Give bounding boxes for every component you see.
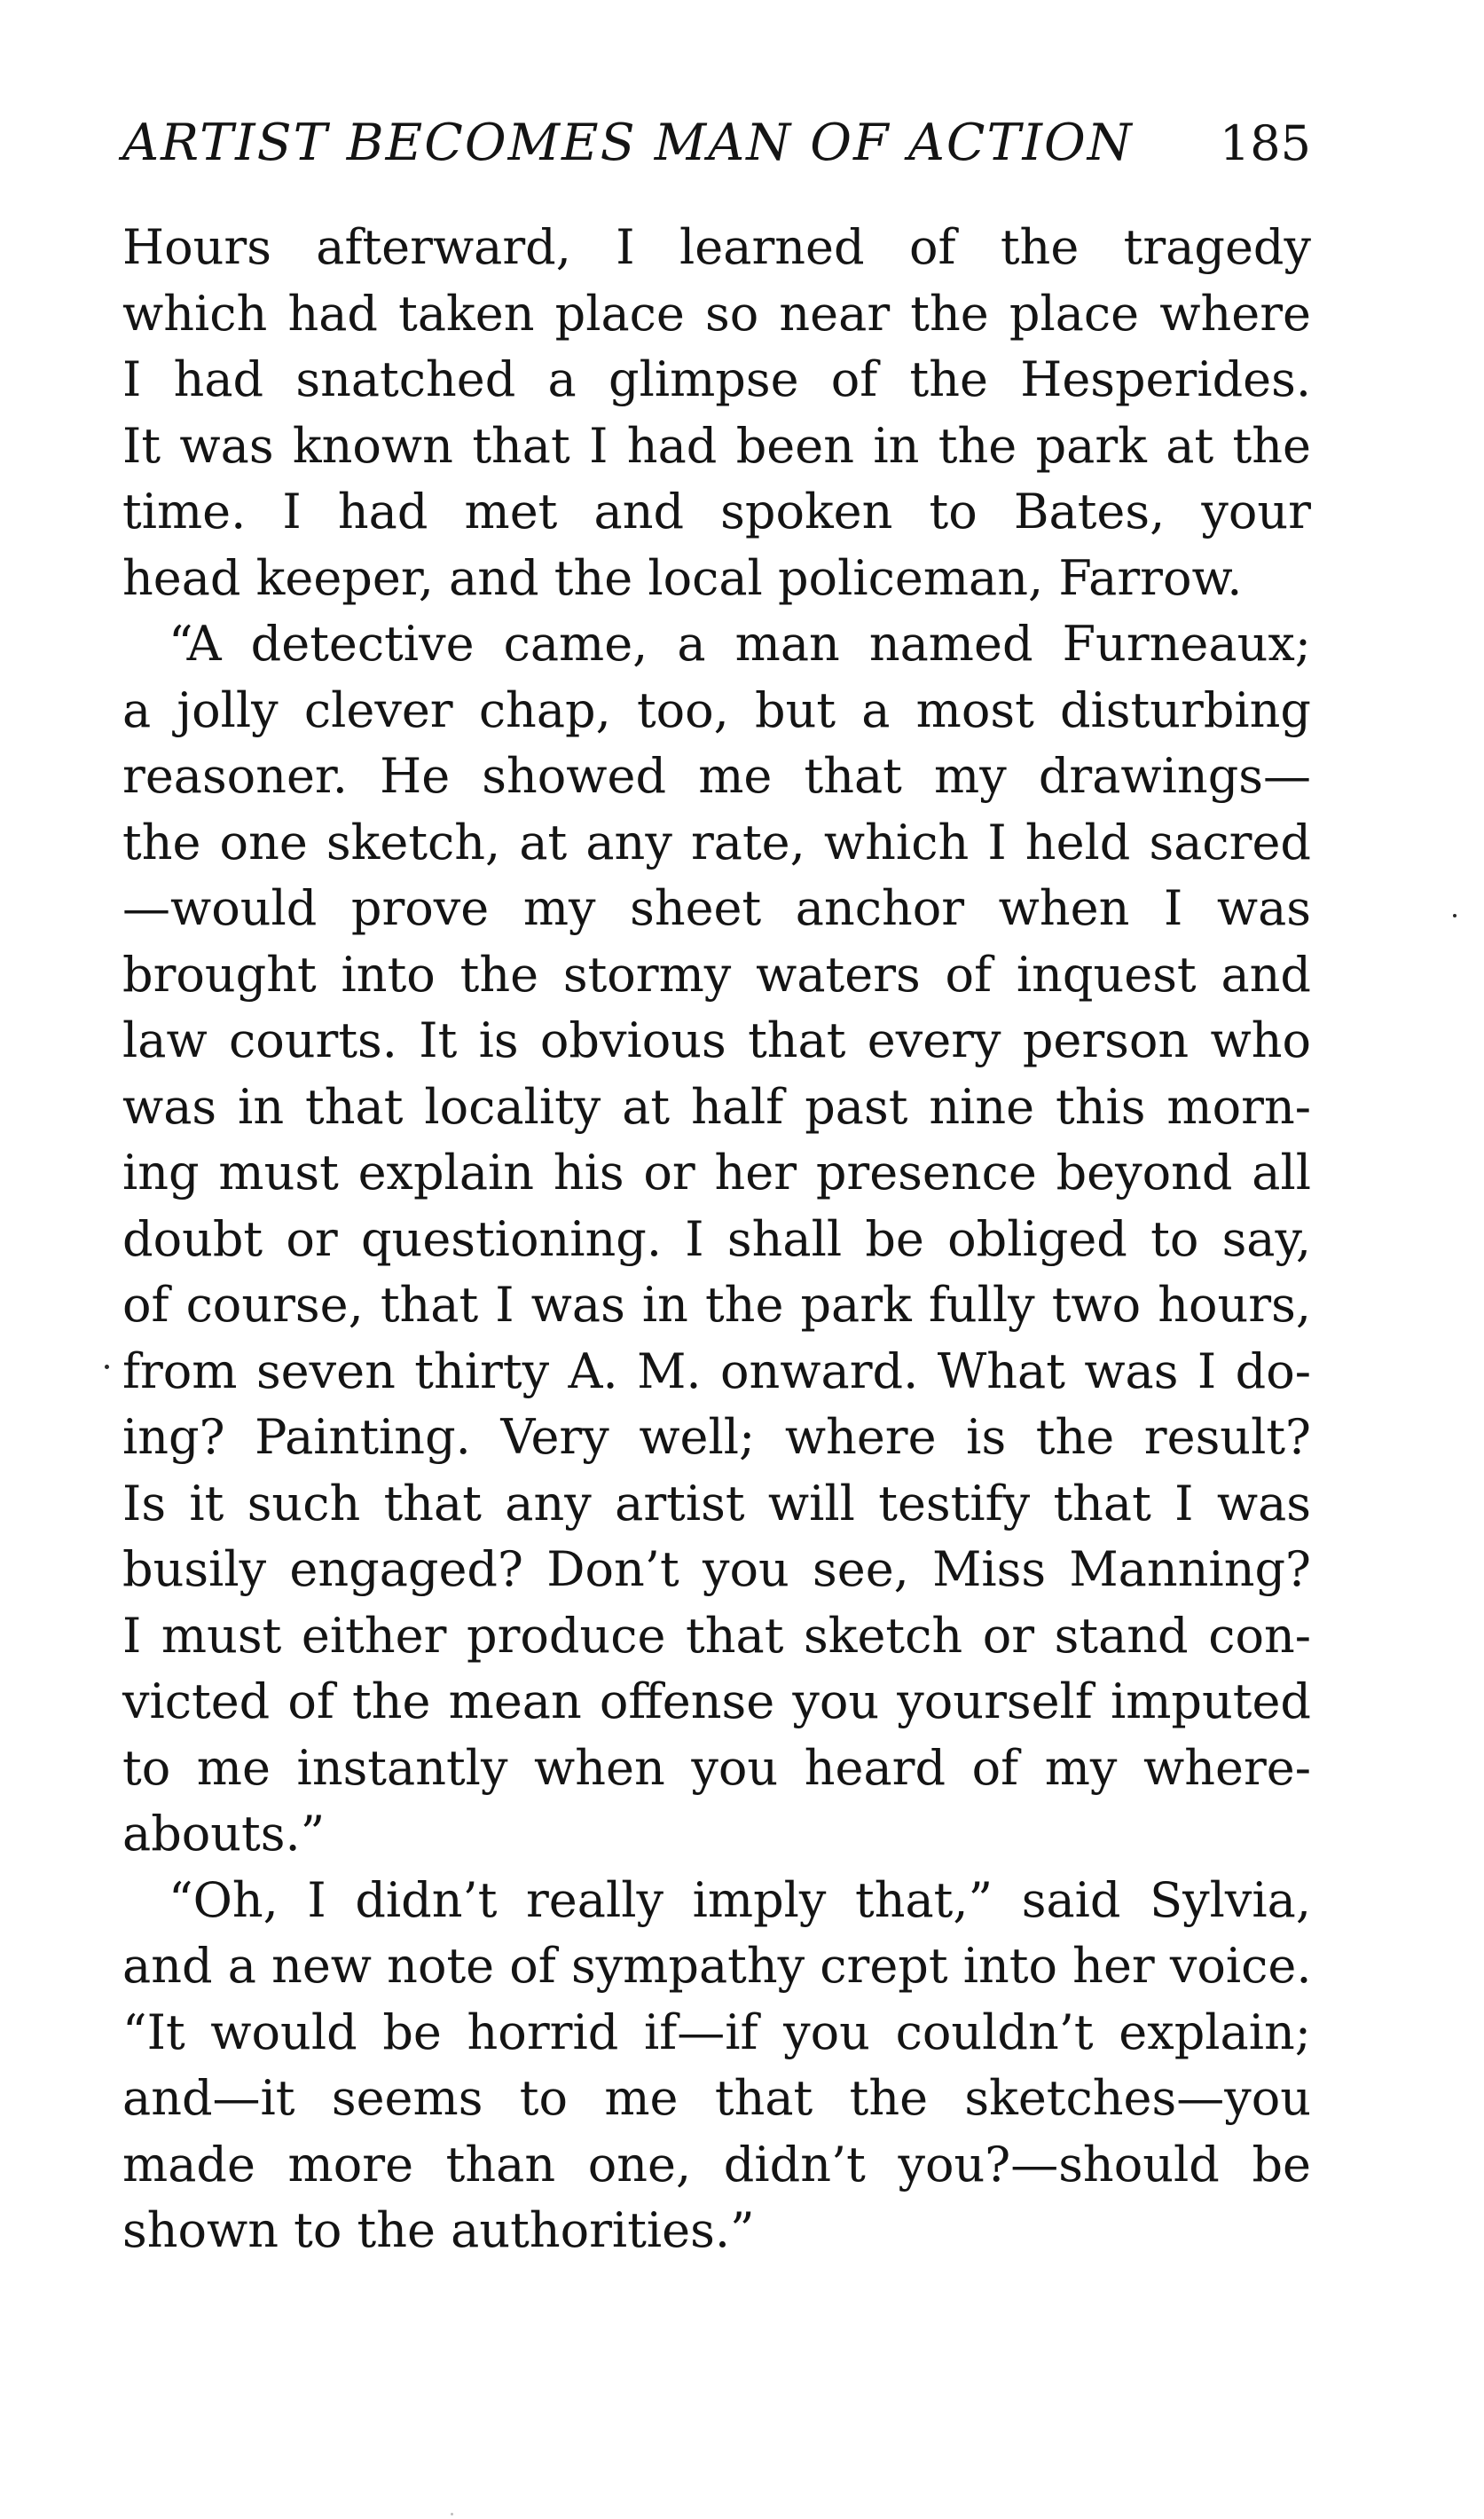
text-line: a jolly clever chap, too, but a most disturbing — [122, 681, 1311, 738]
text-line: I had snatched a glimpse of the Hesperides. — [122, 351, 1311, 407]
text-line: It was known that I had been in the park at the — [122, 417, 1311, 474]
text-line: head keeper, and the local policeman, Farrow. — [122, 549, 1243, 606]
scan-speck — [1453, 914, 1457, 917]
text-line: brought into the stormy waters of inquest and — [122, 946, 1311, 1003]
text-line: and a new note of sympathy crept into her voice. — [122, 1938, 1312, 1994]
text-line: from seven thirty A. M. onward. What was I do- — [122, 1342, 1311, 1399]
text-line: shown to the authorities.” — [122, 2202, 755, 2258]
text-line: and—it seems to me that the sketches—you — [122, 2070, 1311, 2126]
running-head — [122, 114, 1311, 185]
text-line: law courts. It is obvious that every person who — [122, 1012, 1311, 1068]
text-line: Is it such that any artist will testify that I was — [122, 1475, 1311, 1531]
text-line: was in that locality at half past nine this morn- — [122, 1078, 1311, 1135]
text-line: abouts.” — [122, 1806, 326, 1862]
text-line: —would prove my sheet anchor when I was — [122, 880, 1311, 936]
text-line: of course, that I was in the park fully two hours, — [122, 1277, 1311, 1333]
text-line: ing must explain his or her presence beyond all — [122, 1145, 1311, 1200]
text-line: “Oh, I didn’t really imply that,” said Sylvia, — [169, 1871, 1311, 1928]
text-line: victed of the mean offense you yourself imputed — [122, 1673, 1311, 1729]
page-number: 185 — [1219, 115, 1311, 171]
text-line: busily engaged? Don’t you see, Miss Manning? — [122, 1541, 1311, 1597]
scan-speck — [451, 2513, 453, 2515]
text-line: which had taken place so near the place where — [122, 285, 1311, 342]
scan-speck — [105, 1365, 109, 1369]
text-line: the one sketch, at any rate, which I held sacred — [122, 814, 1311, 870]
text-line: “It would be horrid if—if you couldn’t explain; — [122, 2003, 1311, 2060]
text-line: doubt or questioning. I shall be obliged to say, — [122, 1210, 1311, 1267]
text-line: Hours afterward, I learned of the tragedy — [122, 219, 1311, 275]
running-title: ARTIST BECOMES MAN OF ACTION — [122, 114, 1134, 172]
text-line: I must either produce that sketch or stand con- — [122, 1607, 1311, 1664]
text-line: “A detective came, a man named Furneaux; — [169, 616, 1311, 672]
text-line: ing? Painting. Very well; where is the result? — [122, 1409, 1311, 1465]
text-line: time. I had met and spoken to Bates, your — [122, 484, 1311, 539]
text-line: made more than one, didn’t you?—should be — [122, 2136, 1311, 2192]
text-line: reasoner. He showed me that my drawings— — [122, 748, 1311, 804]
text-line: to me instantly when you heard of my where- — [122, 1739, 1311, 1796]
body-text — [122, 215, 1311, 2264]
